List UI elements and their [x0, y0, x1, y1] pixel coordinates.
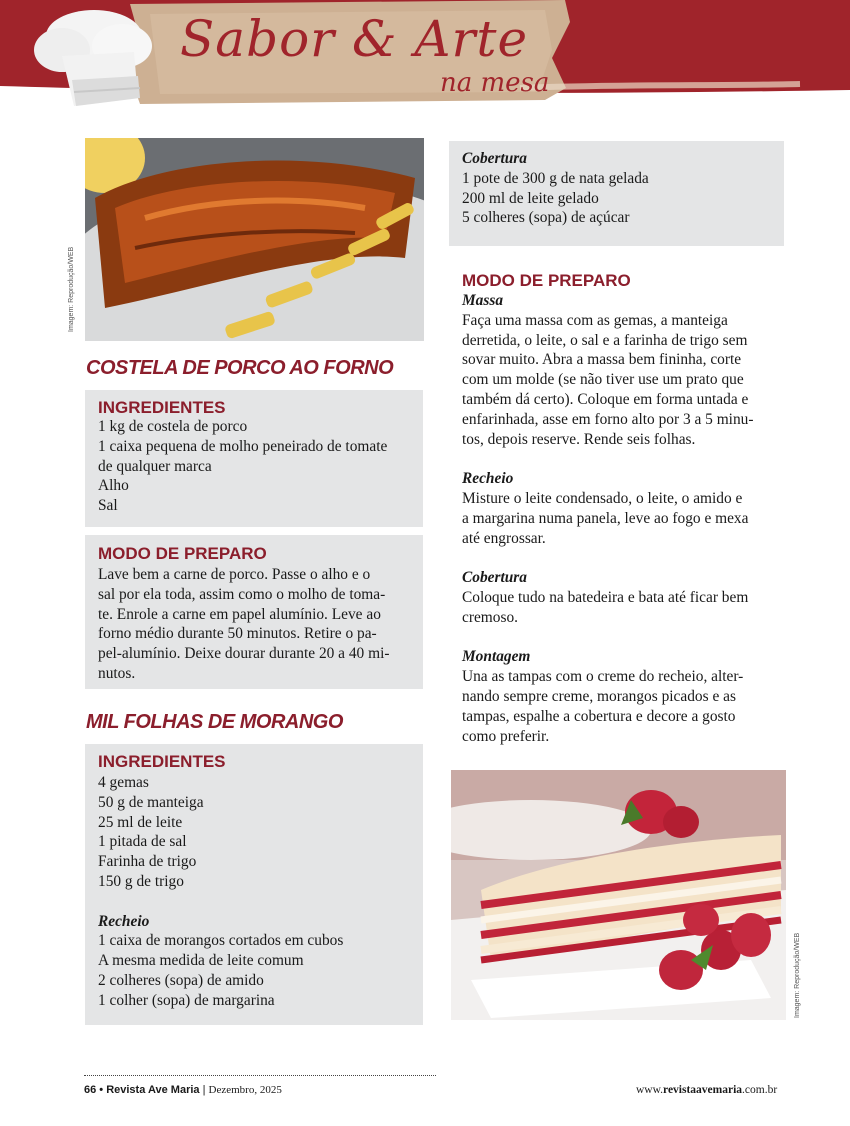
method-line: cremoso.	[462, 608, 518, 626]
recipe-title: MIL FOLHAS DE MORANGO	[86, 711, 343, 733]
method-line: tampas, espalhe a cobertura e decore a gosto	[462, 707, 736, 725]
ingredient-item: 1 pote de 300 g de nata gelada	[462, 169, 649, 187]
subsection-heading: Cobertura	[462, 150, 527, 167]
ingredient-item: 1 pitada de sal	[98, 833, 187, 851]
method-line: enfarinhada, asse em forno alto por 3 a 5 minu-	[462, 410, 754, 428]
ingredient-item: 200 ml de leite gelado	[462, 189, 599, 207]
method-line: como preferir.	[462, 727, 550, 745]
ingredients-box	[85, 744, 423, 1025]
millefeuille-photo	[451, 770, 786, 1020]
subsection-heading: Recheio	[98, 912, 150, 930]
method-text	[98, 565, 410, 684]
method-line: nutos.	[98, 664, 136, 682]
ingredient-item: 150 g de trigo	[98, 872, 184, 890]
method-box	[85, 535, 423, 689]
method-line: forno médio durante 50 minutos. Retire o pa-	[98, 625, 377, 643]
method-heading: MODO DE PREPARO	[462, 271, 631, 290]
ingredient-item: 1 caixa de morangos cortados em cubos	[98, 932, 344, 950]
method-line: até engrossar.	[462, 529, 546, 547]
url-domain: revistaavemaria	[663, 1084, 743, 1096]
issue-date: Dezembro, 2025	[208, 1084, 282, 1096]
method-line: Lave bem a carne de porco. Passe o alho e o	[98, 566, 371, 583]
ingredient-item: 5 colheres (sopa) de açúcar	[462, 209, 630, 227]
url-prefix: www.	[636, 1084, 664, 1096]
footer-separator: |	[199, 1084, 209, 1096]
spacer	[462, 449, 774, 469]
method-line: Una as tampas com o creme do recheio, alter-	[462, 668, 744, 686]
footer-website	[636, 1084, 777, 1096]
method-line: sal por ela toda, assim como o molho de toma-	[98, 585, 386, 603]
method-line: Faça uma massa com as gemas, a manteiga	[462, 311, 728, 329]
recipe-title: COSTELA DE PORCO AO FORNO	[86, 357, 394, 379]
method-line: Misture o leite condensado, o leite, o amido e	[462, 489, 743, 507]
brand-subtitle: na mesa	[440, 68, 550, 98]
footer-divider	[84, 1075, 436, 1076]
ingredient-item: 25 ml de leite	[98, 813, 183, 831]
ingredients-heading: INGREDIENTES	[98, 752, 226, 771]
ingredients-heading: INGREDIENTES	[98, 398, 226, 417]
ingredient-item: 4 gemas	[98, 774, 149, 791]
footer-page-info	[84, 1084, 282, 1096]
method-line: nando sempre creme, morangos picados e as	[462, 687, 736, 705]
ingredients-list	[98, 773, 418, 1011]
method-heading: MODO DE PREPARO	[98, 544, 267, 563]
ingredient-item: de qualquer marca	[98, 457, 212, 475]
method-line: Coloque tudo na batedeira e bata até ficar bem	[462, 588, 749, 606]
ingredient-item: 2 colheres (sopa) de amido	[98, 971, 264, 989]
method-line: com um molde (se não tiver use um prato que	[462, 371, 744, 389]
method-line: também dá certo). Coloque em forma untada e	[462, 390, 749, 408]
method-text	[462, 291, 774, 746]
ribs-photo	[85, 138, 424, 341]
photo-credit: Imagem: Reprodução/WEB	[794, 932, 801, 1018]
ingredient-item: 1 kg de costela de porco	[98, 418, 248, 435]
spacer	[98, 892, 418, 912]
ingredient-item: 1 caixa pequena de molho peneirado de tomate	[98, 437, 388, 455]
ingredient-item: 1 colher (sopa) de margarina	[98, 991, 275, 1009]
cobertura-list	[462, 149, 777, 228]
subsection-heading: Massa	[462, 292, 504, 309]
cobertura-box	[449, 141, 784, 246]
method-line: pel-alumínio. Deixe dourar durante 20 a 40 mi-	[98, 645, 390, 663]
method-line: a margarina numa panela, leve ao fogo e mexa	[462, 509, 749, 527]
subsection-heading: Montagem	[462, 648, 531, 666]
method-line: tos, depois reserve. Rende seis folhas.	[462, 430, 696, 448]
subsection-heading: Recheio	[462, 470, 514, 488]
method-line: te. Enrole a carne em papel alumínio. Leve ao	[98, 605, 381, 623]
page-number: 66 • Revista Ave Maria	[84, 1084, 200, 1096]
ingredient-item: Farinha de trigo	[98, 853, 197, 871]
subsection-heading: Cobertura	[462, 569, 527, 587]
ingredient-item: Alho	[98, 477, 129, 495]
spacer	[462, 628, 774, 648]
ingredient-item: A mesma medida de leite comum	[98, 952, 304, 970]
method-line: derretida, o leite, o sal e a farinha de trigo sem	[462, 331, 748, 349]
photo-credit: Imagem: Reprodução/WEB	[68, 246, 75, 332]
chef-hat-icon	[22, 6, 162, 114]
brand-title: Sabor & Arte	[180, 10, 529, 68]
ingredients-box	[85, 390, 423, 527]
ingredient-item: Sal	[98, 497, 118, 515]
method-line: sovar muito. Abra a massa bem fininha, corte	[462, 351, 742, 369]
url-suffix: .com.br	[742, 1084, 778, 1096]
spacer	[462, 548, 774, 568]
ingredients-list	[98, 417, 418, 516]
ingredient-item: 50 g de manteiga	[98, 793, 204, 811]
